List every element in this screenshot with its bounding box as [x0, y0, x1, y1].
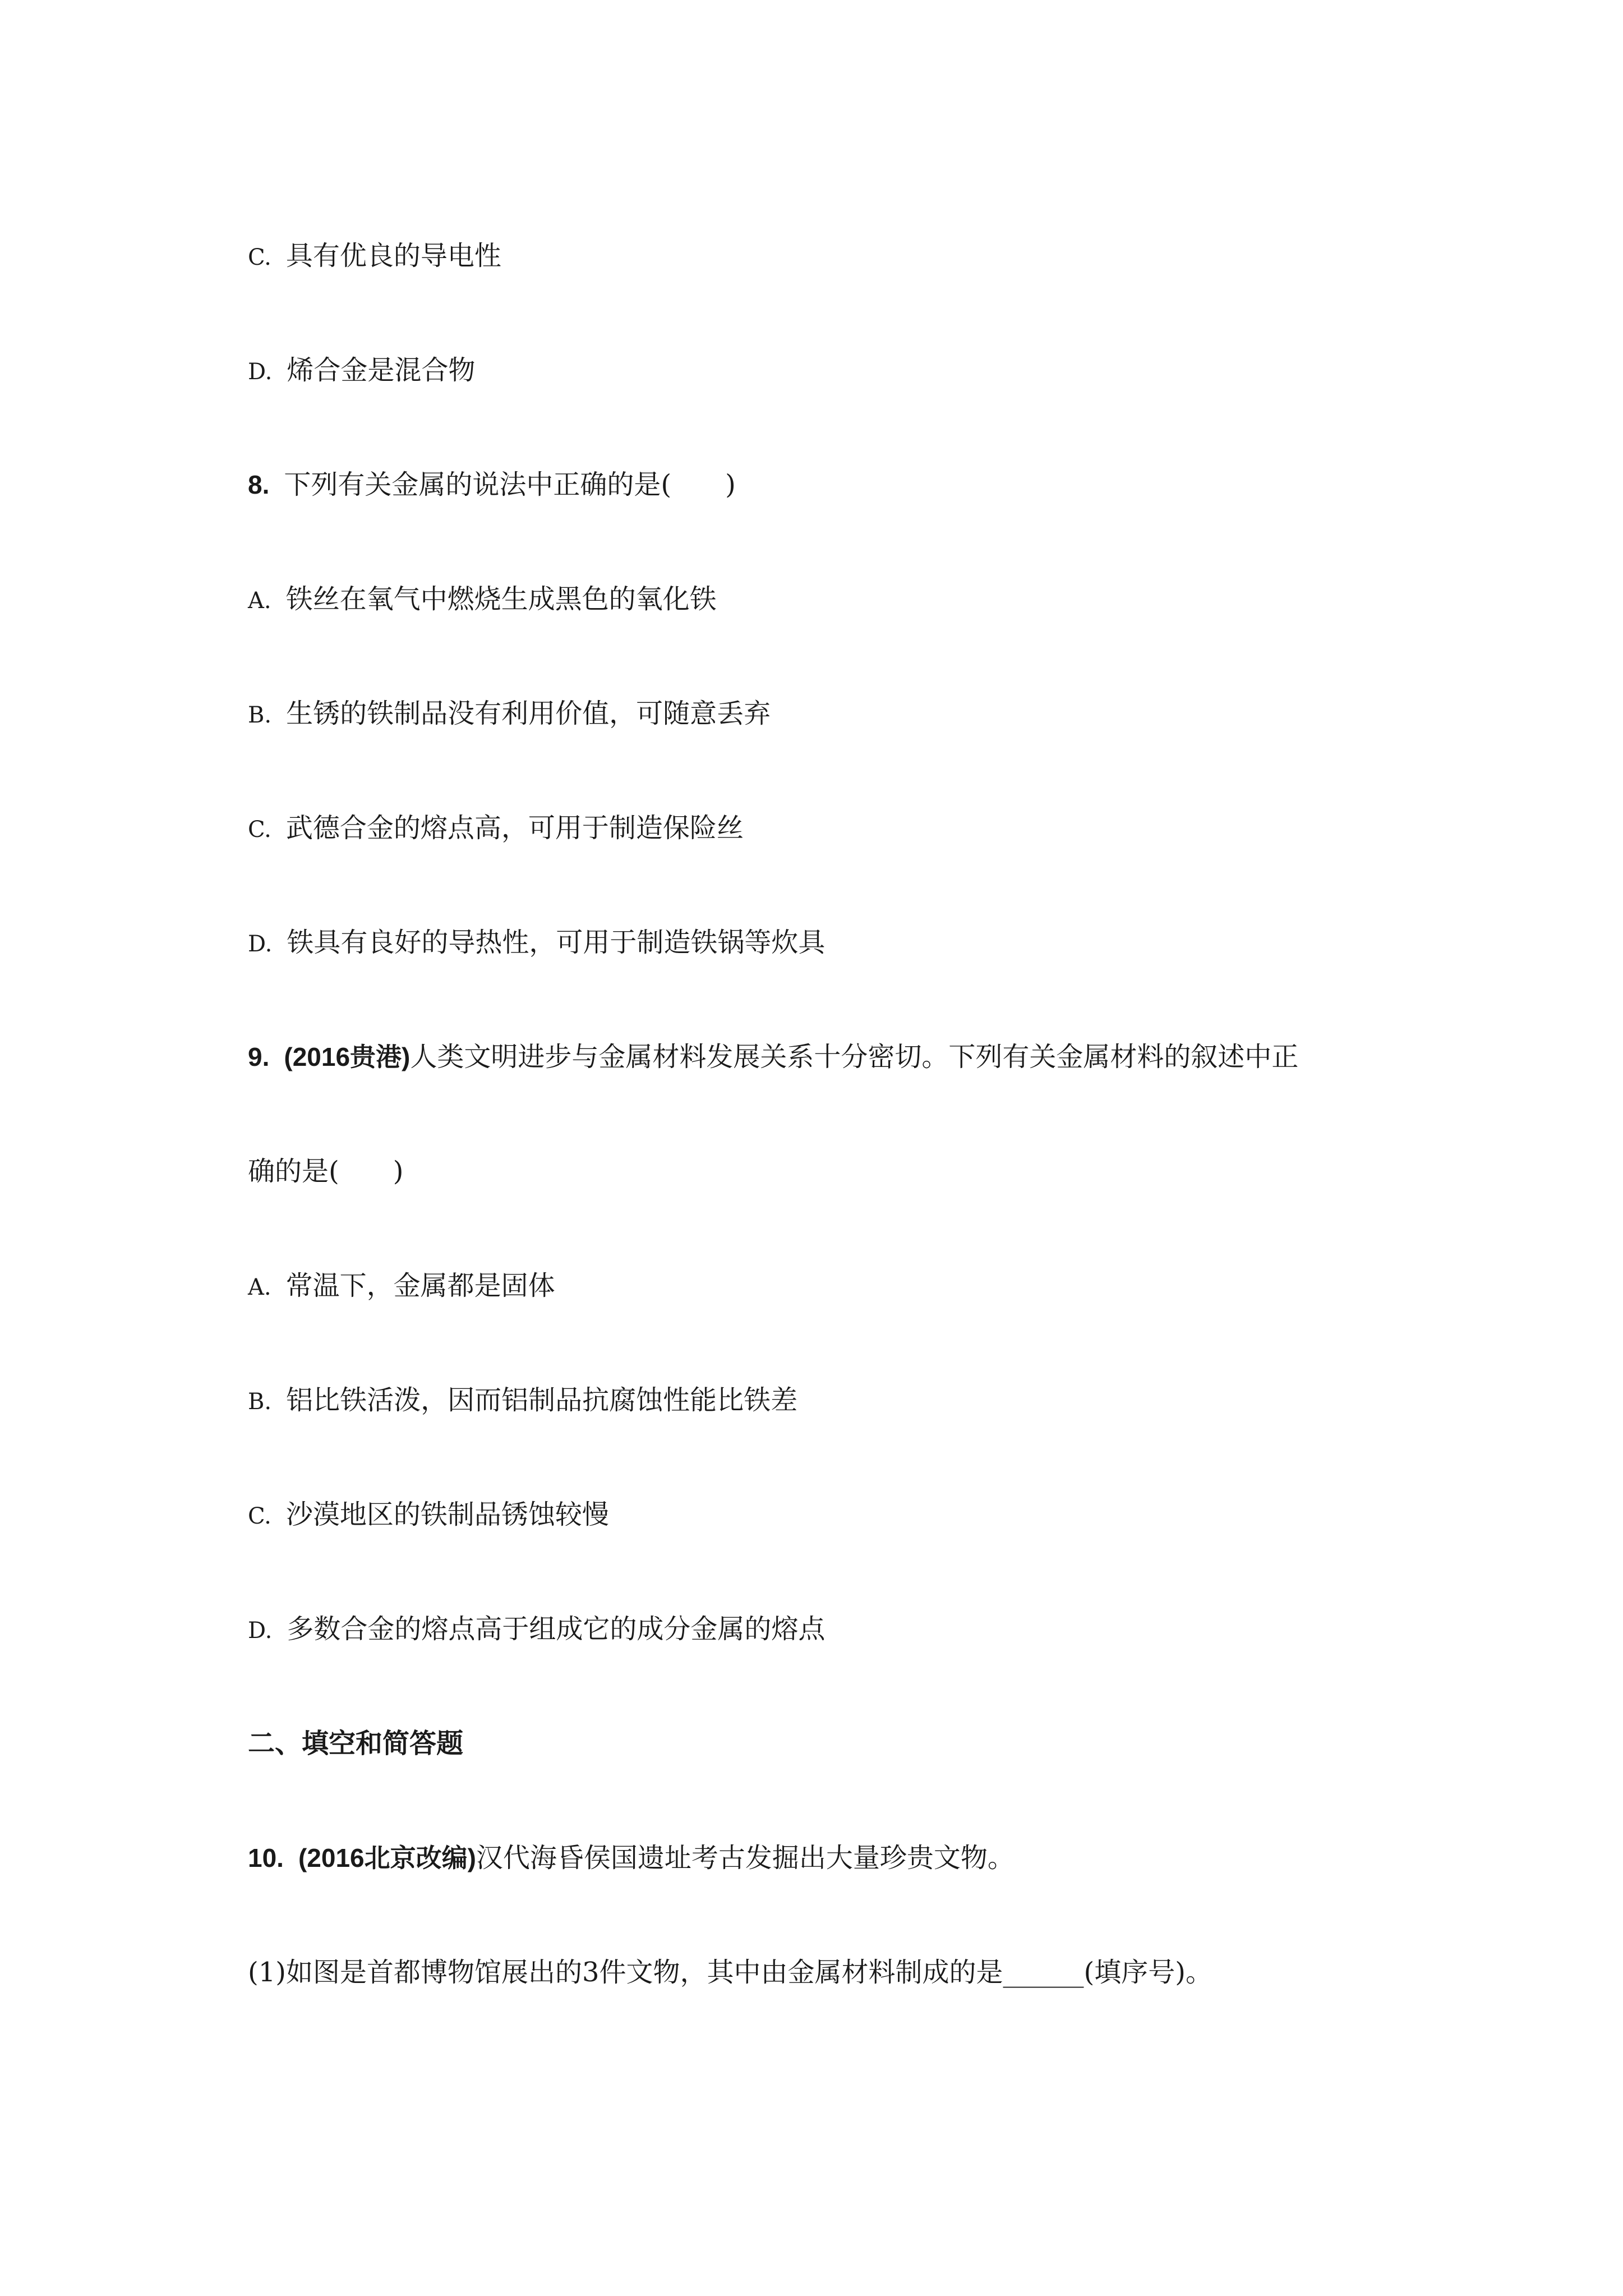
section-heading: 二、填空和简答题 [248, 1728, 464, 1759]
q10-stem [248, 1841, 1015, 1875]
option-text: 烯合金是混合物 [287, 355, 476, 386]
question-source-tag: (2016贵港) [284, 1042, 411, 1071]
q8-option-c [248, 811, 744, 845]
question-source-tag: (2016北京改编) [298, 1843, 476, 1872]
option-letter: B. [248, 702, 272, 728]
question-number: 10. [248, 1843, 284, 1872]
q9-option-c [248, 1498, 609, 1531]
sub-question-text: 如图是首都博物馆展出的3件文物，其中由金属材料制成的是______(填序号)。 [286, 1957, 1212, 1988]
option-letter: D. [248, 1618, 273, 1644]
question-text: 人类文明进步与金属材料发展关系十分密切。下列有关金属材料的叙述中正 [410, 1041, 1299, 1073]
question-number: 8. [248, 470, 270, 499]
option-letter: C. [248, 817, 271, 843]
option-letter: A. [248, 588, 271, 614]
q9-stem-line2 [248, 1154, 403, 1188]
option-letter: C. [248, 245, 271, 270]
option-text: 铁丝在氧气中燃烧生成黑色的氧化铁 [285, 583, 717, 615]
sub-question-number: (1) [248, 1957, 286, 1988]
question-text-continued: 确的是( ) [248, 1156, 404, 1187]
option-letter: D. [248, 359, 273, 385]
question-text: 下列有关金属的说法中正确的是( ) [284, 469, 736, 500]
q9-option-a [248, 1269, 555, 1303]
q8-stem [248, 468, 736, 501]
q8-option-a [248, 582, 717, 616]
option-text: 常温下，金属都是固体 [285, 1270, 555, 1301]
option-text: 多数合金的熔点高于组成它的成分金属的熔点 [287, 1613, 826, 1645]
option-text: 沙漠地区的铁制品锈蚀较慢 [285, 1499, 609, 1530]
option-text: 武德合金的熔点高，可用于制造保险丝 [285, 812, 744, 844]
q8-option-d [248, 926, 825, 959]
question-number: 9. [248, 1042, 270, 1071]
q9-option-d [248, 1612, 825, 1646]
q10-sub-question-1 [248, 1955, 1212, 1989]
q9-stem-line1 [248, 1040, 1298, 1074]
option-letter: D. [248, 931, 273, 957]
question-text: 汉代海昏侯国遗址考古发掘出大量珍贵文物。 [476, 1842, 1015, 1874]
q7-option-c [248, 239, 501, 273]
option-letter: B. [248, 1389, 272, 1415]
option-letter: A. [248, 1274, 271, 1300]
option-text: 具有优良的导电性 [285, 240, 501, 272]
option-text: 生锈的铁制品没有利用价值，可随意丢弃 [286, 698, 771, 729]
q9-option-b [248, 1383, 797, 1417]
option-text: 铁具有良好的导热性，可用于制造铁锅等炊具 [287, 927, 826, 958]
q8-option-b [248, 697, 771, 730]
option-text: 铝比铁活泼，因而铝制品抗腐蚀性能比铁差 [286, 1384, 798, 1416]
option-letter: C. [248, 1503, 271, 1529]
q7-option-d [248, 353, 475, 387]
